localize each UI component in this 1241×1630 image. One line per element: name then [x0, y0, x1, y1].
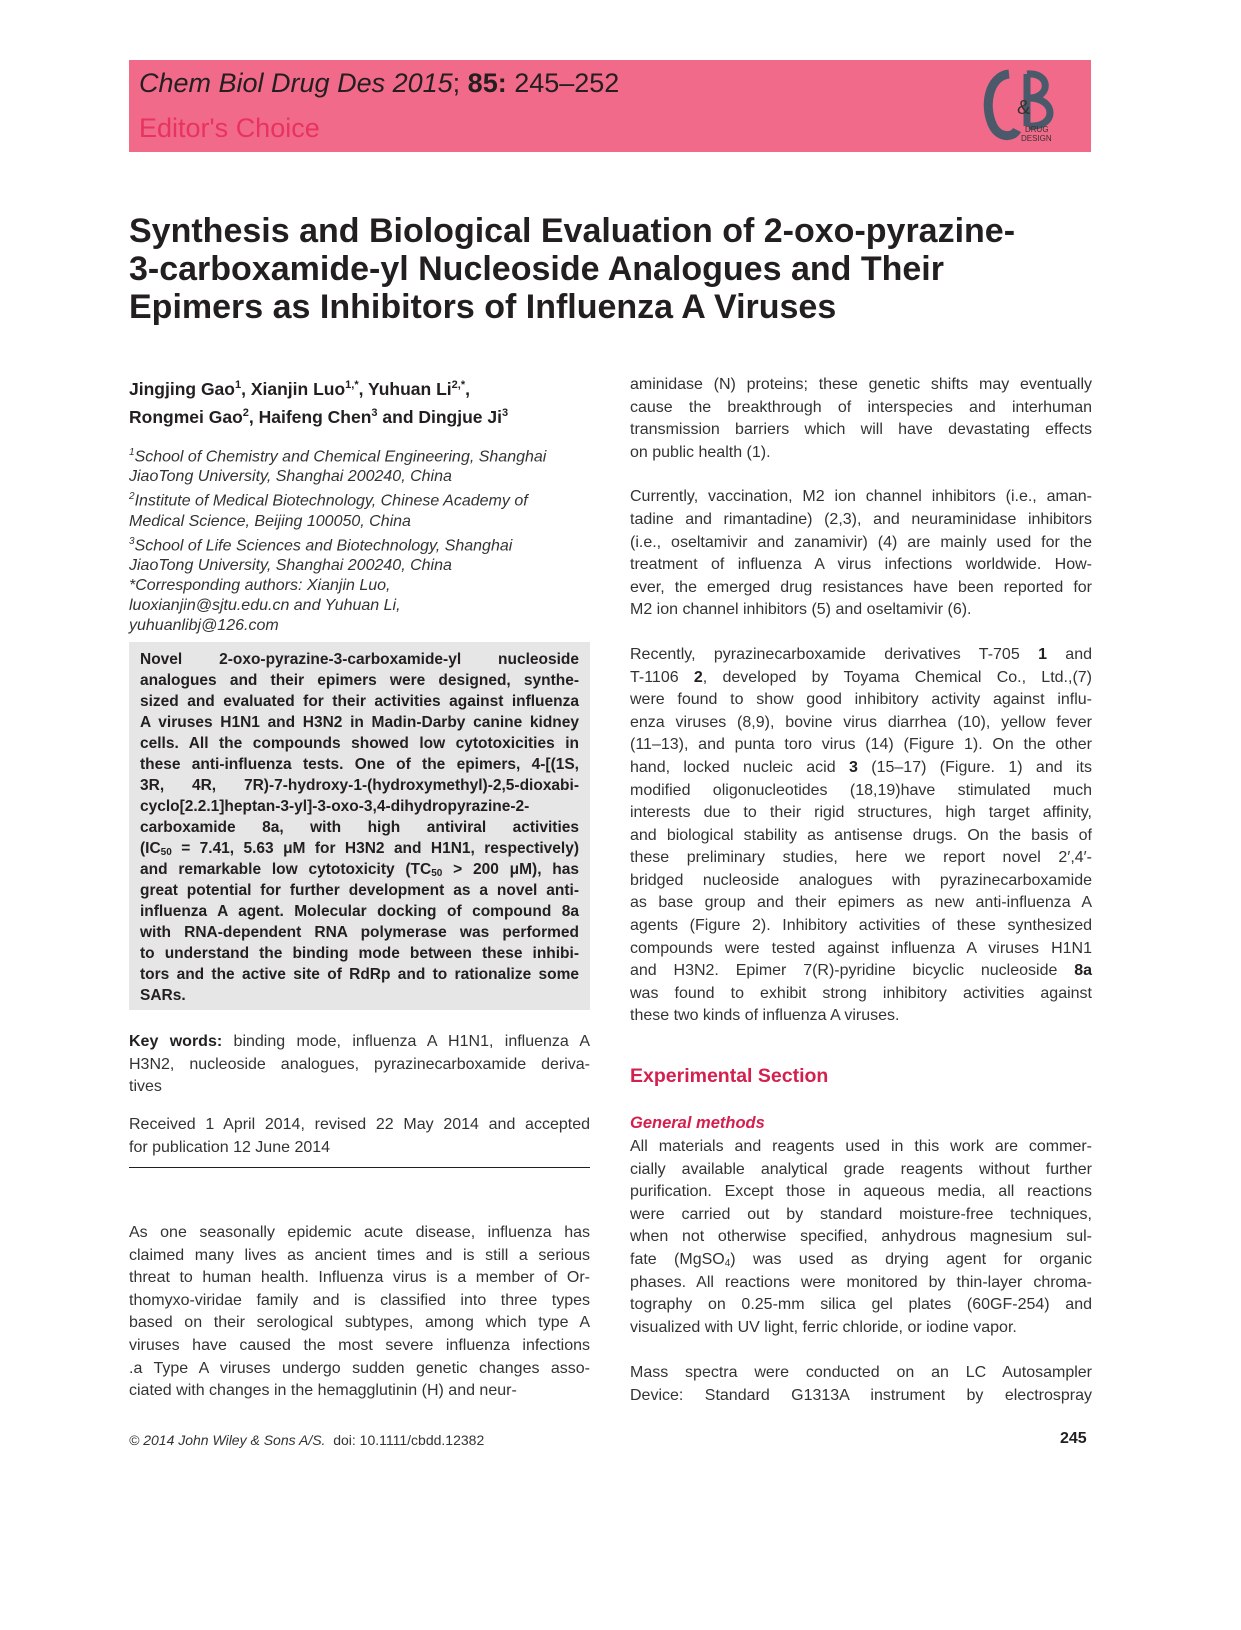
article-title: [129, 212, 1089, 326]
text-line: cyclo[2.2.1]heptan-3-yl]-3-oxo-3,4-dihydropyrazine-2-: [140, 798, 530, 815]
text-line: interests due to their rigid structures, high target affinity,: [630, 804, 1092, 822]
text-line: these anti-influenza tests. One of the epimers, 4-[(1S,: [140, 756, 579, 773]
keywords: [129, 1031, 590, 1099]
subscript: 50: [160, 847, 172, 858]
text-line: visualized with UV light, ferric chloride, or iodine vapor.: [630, 1318, 1017, 1336]
text-line: 3R, 4R, 7R)-7-hydroxy-1-(hydroxymethyl)-2,5-dioxabi-: [140, 777, 579, 794]
affiliation-line: *Corresponding authors: Xianjin Luo,: [129, 576, 391, 594]
text-line: and biological stability as antisense drugs. On the basis of: [630, 826, 1092, 844]
svg-text:&: &: [1017, 97, 1031, 119]
text-line: Recently, pyrazinecarboxamide derivatives T-705 1 and: [630, 645, 1093, 663]
author-line: [129, 401, 508, 429]
author-name: Jingjing Gao: [129, 378, 235, 399]
journal-pages: 245–252: [506, 68, 620, 98]
paragraph: [630, 1362, 1092, 1407]
journal-name: Chem Biol Drug Des 2015: [139, 68, 453, 98]
text-line: and remarkable low cytotoxicity ($TC_{50} > 200$ μM), has: [140, 861, 579, 879]
author-name: and Dingjue Ji: [377, 406, 502, 427]
text-line: ever, the emerged drug resistances have been reported for: [630, 578, 1092, 596]
text-line: SARs.: [140, 987, 186, 1004]
svg-text:DRUG: DRUG: [1025, 125, 1049, 134]
text-line: hand, locked nucleic acid 3 (15–17) (Figure. 1) and its: [630, 758, 1092, 776]
author-name: , Haifeng Chen: [248, 406, 372, 427]
text-line: Mass spectra were conducted on an LC Autosampler: [630, 1364, 1092, 1381]
paragraph: [630, 1136, 1092, 1339]
separator: ;: [452, 68, 468, 98]
text-line: tadine and rimantadine) (2,3), and neuraminidase inhibitors: [630, 510, 1092, 528]
text-line: thomyxo-viridae family and is classified into three types: [129, 1291, 590, 1309]
paragraph: [129, 1222, 590, 1403]
affiliation-marker: 3: [129, 535, 135, 547]
affiliation-line: yuhuanlibj@126.com: [129, 616, 279, 634]
received-dates: [129, 1114, 590, 1159]
journal-citation: [139, 68, 619, 99]
text-line: viruses have caused the most severe influenza infections: [129, 1336, 590, 1354]
title-line: Synthesis and Biological Evaluation of 2-oxo-pyrazine-: [129, 212, 1016, 250]
affiliation-marker: 2: [242, 406, 249, 419]
bold-ref: 8a: [1074, 962, 1092, 980]
text-line: purification. Except those in aqueous media, all reactions: [630, 1183, 1092, 1201]
text-line: .a Type A viruses undergo sudden genetic changes asso-: [129, 1359, 590, 1377]
affiliation-marker: 1: [234, 379, 242, 391]
text-line: Received 1 April 2014, revised 22 May 2014 and accepted: [129, 1116, 590, 1133]
paragraph: [129, 1114, 590, 1159]
text-line: threat to human health. Influenza virus is a member of Or-: [129, 1269, 590, 1287]
affiliation-line: luoxianjin@sjtu.edu.cn and Yuhuan Li,: [129, 596, 401, 614]
text-line: Key words: binding mode, influenza A H1N1, influenza A: [129, 1033, 590, 1050]
general-methods-text: [630, 1136, 1092, 1339]
text-line: Currently, vaccination, M2 ion channel inhibitors (i.e., aman-: [630, 488, 1092, 506]
bold-ref: 2: [693, 668, 703, 686]
affiliation-marker: 3: [502, 406, 509, 419]
text-line: ciated with changes in the hemagglutinin (H) and neur-: [129, 1382, 517, 1400]
text-line: tography on 0.25-mm silica gel plates (60GF-254) and: [630, 1296, 1092, 1314]
text-line: great potential for further development as a novel anti-: [140, 882, 579, 899]
text-line: M2 ion channel inhibitors (5) and oseltamivir (6).: [630, 601, 972, 619]
text-line: sized and evaluated for their activities against influenza: [140, 693, 579, 710]
subscript: 4: [724, 1257, 731, 1269]
copyright: © 2014 John Wiley & Sons A/S.: [129, 1432, 326, 1448]
affiliation-marker: 3: [371, 406, 378, 419]
footer-copyright: [129, 1432, 484, 1448]
affiliation-marker: 2,*: [451, 379, 466, 391]
subsection-heading: General methods: [630, 1114, 765, 1132]
doi: doi: 10.1111/cbdd.12382: [333, 1432, 485, 1448]
paragraph: [630, 374, 1092, 464]
text-line: agents (Figure 2). Inhibitory activities of these synthesized: [630, 917, 1092, 935]
text-line: As one seasonally epidemic acute disease, influenza has: [129, 1224, 590, 1241]
text-line: these two kinds of influenza A viruses.: [630, 1007, 900, 1025]
text-line: T-1106 2, developed by Toyama Chemical Co., Ltd.,(7): [630, 668, 1092, 686]
text-line: claimed many lives as ancient times and is still a serious: [129, 1246, 590, 1264]
page-number: 245: [1060, 1430, 1087, 1447]
affiliation-marker: 1: [129, 447, 135, 458]
journal-header-band: [129, 60, 1091, 152]
text-line: Device: Standard G1313A instrument by electrospray: [630, 1386, 1092, 1404]
text-line: influenza A agent. Molecular docking of compound 8a: [140, 903, 579, 920]
text-line: as base group and their epimers as new anti-influenza A: [630, 894, 1092, 912]
text-line: were found to show good inhibitory activity against influ-: [630, 691, 1092, 709]
text-line: Novel 2-oxo-pyrazine-3-carboxamide-yl nucleoside: [140, 651, 579, 668]
journal-volume: 85:: [467, 68, 507, 98]
text-line: tives: [129, 1078, 162, 1096]
text-line: cially available analytical grade reagents without further: [630, 1160, 1092, 1178]
author-line: [129, 373, 508, 401]
text-line: cells. All the compounds showed low cytotoxicities in: [140, 735, 579, 752]
text-line: enza viruses (8,9), bovine virus diarrhea (10), yellow fever: [630, 713, 1092, 731]
text-line: All materials and reagents used in this work are commer-: [630, 1138, 1092, 1155]
affiliation-marker: 2: [129, 491, 135, 503]
text-line: ($IC_{50} = 7.41$, 5.63 μM for H3N2 and H1N1, respectively): [140, 840, 579, 858]
affiliations: [129, 443, 599, 636]
affiliation-line: Medical Science, Beijing 100050, China: [129, 512, 411, 530]
author-name: , Yuhuan Li: [358, 378, 452, 399]
author-list: [129, 373, 508, 429]
abstract-box: [129, 642, 590, 1010]
text-line: aminidase (N) proteins; these genetic shifts may eventually: [630, 376, 1092, 393]
text-line: bridged nucleoside analogues with pyrazinecarboxamide: [630, 871, 1092, 889]
right-column-text: [630, 374, 1092, 1028]
bold-ref: 1: [1038, 645, 1047, 663]
affiliation-marker: 1,*: [345, 379, 359, 391]
bold-ref: 3: [848, 758, 858, 776]
text-line: these preliminary studies, here we report novel 2′,4′-: [630, 849, 1092, 867]
journal-logo-icon: [979, 66, 1063, 146]
text-line: tors and the active site of RdRp and to rationalize some: [140, 966, 579, 983]
mass-spectra-text: [630, 1362, 1092, 1407]
text-line: on public health (1).: [630, 443, 771, 461]
text-line: modified oligonucleotides (18,19)have stimulated much: [630, 781, 1092, 799]
text-line: analogues and their epimers were designed, synthe-: [140, 672, 579, 689]
text-line: and H3N2. Epimer 7(R)-pyridine bicyclic nucleoside 8a: [630, 962, 1092, 980]
title-line: 3-carboxamide-yl Nucleoside Analogues and Their: [129, 250, 944, 288]
subscript: 50: [431, 868, 443, 879]
author-name: , Xianjin Luo: [241, 378, 346, 399]
text-line: based on their serological subtypes, among which type A: [129, 1314, 590, 1332]
svg-text:DESIGN: DESIGN: [1021, 134, 1052, 143]
text-line: when not otherwise specified, anhydrous magnesium sul-: [630, 1228, 1092, 1246]
text-line: H3N2, nucleoside analogues, pyrazinecarboxamide deriva-: [129, 1055, 590, 1073]
divider: [129, 1167, 590, 1168]
text-line: for publication 12 June 2014: [129, 1138, 331, 1156]
text-line: treatment of influenza A virus infections worldwide. How-: [630, 556, 1092, 574]
affiliation-line: $^3$School of Life Sciences and Biotechnology, Shanghai: [129, 535, 513, 554]
text-line: phases. All reactions were monitored by thin-layer chroma-: [630, 1273, 1092, 1291]
affiliation-line: JiaoTong University, Shanghai 200240, China: [129, 468, 452, 486]
introduction-text: [129, 1222, 590, 1403]
text-line: carboxamide 8a, with high antiviral activities: [140, 819, 579, 836]
affiliation-line: $^2$Institute of Medical Biotechnology, Chinese Academy of: [129, 491, 528, 510]
text-line: A viruses H1N1 and H3N2 in Madin-Darby canine kidney: [140, 714, 579, 731]
text-line: transmission barriers which will have devastating effects: [630, 421, 1092, 439]
text-line: (i.e., oseltamivir and zanamivir) (4) are mainly used for the: [630, 533, 1092, 551]
text-line: to understand the binding mode between these inhibi-: [140, 945, 579, 962]
text-line: compounds were tested against influenza A viruses H1N1: [630, 939, 1092, 957]
text-line: with RNA-dependent RNA polymerase was performed: [140, 924, 579, 941]
affiliation-line: $^1$School of Chemistry and Chemical Engineering, Shanghai: [129, 447, 547, 466]
title-line: Epimers as Inhibitors of Influenza A Viruses: [129, 288, 837, 326]
paragraph: [630, 486, 1092, 622]
paragraph: [140, 649, 579, 1006]
author-name: ,: [465, 378, 470, 399]
text-line: was found to exhibit strong inhibitory activities against: [630, 984, 1092, 1002]
keywords-label: Key words:: [129, 1033, 223, 1050]
abstract-text: [140, 649, 579, 1006]
author-name: Rongmei Gao: [129, 406, 243, 427]
text-line: fate (MgSO$_4$) was used as drying agent for organic: [630, 1250, 1092, 1269]
editors-choice-label: Editor's Choice: [139, 113, 320, 143]
paragraph: [630, 644, 1092, 1028]
text-line: (11–13), and punta toro virus (14) (Figure 1). On the other: [630, 736, 1092, 754]
text-line: were carried out by standard moisture-free techniques,: [630, 1205, 1092, 1223]
text-line: cause the breakthrough of interspecies and interhuman: [630, 398, 1092, 416]
affiliation-line: JiaoTong University, Shanghai 200240, China: [129, 556, 452, 574]
section-heading: Experimental Section: [630, 1065, 829, 1087]
